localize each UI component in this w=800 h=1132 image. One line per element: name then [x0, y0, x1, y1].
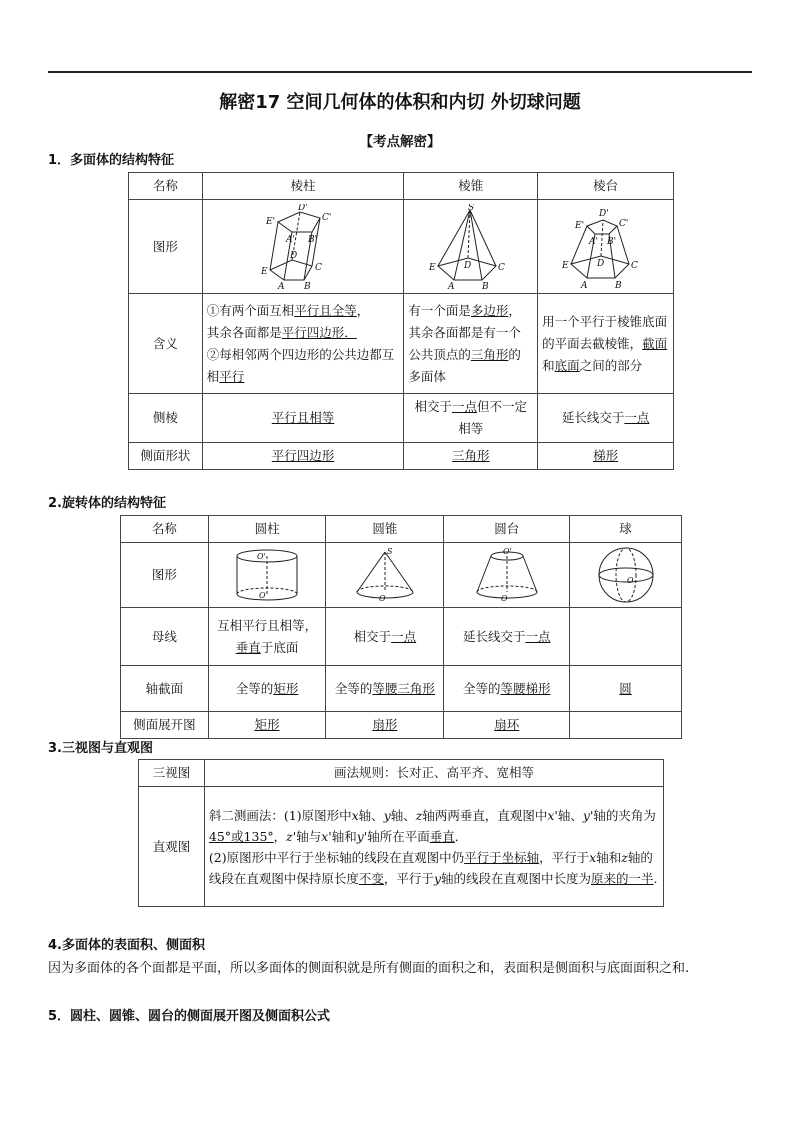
- svg-text:A: A: [447, 281, 455, 290]
- frustum-generatrix: 延长线交于一点: [444, 608, 570, 666]
- row-edge-label: 侧棱: [129, 394, 203, 443]
- svg-text:B': B': [606, 236, 616, 247]
- polyhedron-table: [128, 172, 674, 470]
- svg-text:B': B': [308, 234, 318, 245]
- svg-text:O: O: [626, 576, 634, 585]
- svg-text:S: S: [467, 203, 474, 213]
- svg-text:O': O': [257, 552, 266, 561]
- row-figure-label: 图形: [121, 543, 209, 608]
- row-unfold-label: 侧面展开图: [121, 712, 209, 739]
- cylinder-figure: [208, 543, 326, 608]
- col-frustum: 棱台: [538, 173, 674, 200]
- top-rule: [48, 71, 752, 73]
- prism-figure: [202, 200, 404, 294]
- svg-text:B: B: [304, 281, 311, 290]
- col-cylinder: 圆柱: [208, 516, 326, 543]
- col-name: 名称: [121, 516, 209, 543]
- svg-text:D: D: [596, 258, 604, 269]
- cylinder-generatrix: 互相平行且相等，垂直于底面: [208, 608, 326, 666]
- intuitive-label: 直观图: [139, 787, 205, 907]
- svg-text:E: E: [261, 266, 268, 277]
- cone-unfold: 扇形: [326, 712, 444, 739]
- svg-text:O: O: [259, 591, 266, 600]
- svg-text:E: E: [428, 262, 436, 273]
- svg-text:C: C: [315, 262, 322, 273]
- section-4-text: 因为多面体的各个面都是平面，所以多面体的侧面积就是所有侧面的面积之和，表面积是侧面积与底面面积之和.: [48, 961, 690, 976]
- row-generatrix-label: 母线: [121, 608, 209, 666]
- cylinder-unfold: 矩形: [208, 712, 326, 739]
- cylinder-axis: 全等的矩形: [208, 666, 326, 712]
- svg-text:C: C: [630, 260, 638, 271]
- svg-text:O: O: [378, 594, 386, 603]
- svg-text:C': C': [618, 218, 628, 229]
- section-4-heading: 4.多面体的表面积、侧面积: [48, 938, 205, 953]
- svg-text:E': E': [266, 216, 276, 227]
- svg-text:B: B: [614, 280, 622, 290]
- svg-text:A': A': [286, 234, 296, 245]
- frustum-figure: [444, 543, 570, 608]
- page-title: 解密17 空间几何体的体积和内切 外切球问题: [219, 92, 581, 113]
- pyramid-face: 三角形: [404, 443, 538, 470]
- intuitive-rules: 斜二测画法：(1)原图形中x轴、y轴、z轴两两垂直，直观图中x'轴、y'轴的夹角为45°或135°，z'轴与x'轴和y'轴所在平面垂直． (2)原图形中平行于坐标轴的线段在直观图中仍平行于坐标轴，平行于x轴和z轴的线段在直观图中保持原长度不变，平行于y轴的线段在直观图中长度为原来的一半.: [204, 787, 663, 907]
- views-label: 三视图: [139, 760, 205, 787]
- views-table: [138, 759, 664, 907]
- svg-text:A': A': [588, 236, 598, 247]
- sphere-unfold: [570, 712, 682, 739]
- svg-text:B: B: [481, 281, 489, 290]
- svg-text:A: A: [278, 281, 285, 290]
- section-subhead: 【考点解密】: [359, 134, 441, 150]
- row-face-label: 侧面形状: [129, 443, 203, 470]
- section-3-heading: 3.三视图与直观图: [48, 741, 153, 756]
- svg-text:D: D: [290, 250, 298, 261]
- frustum-face: 梯形: [538, 443, 674, 470]
- svg-text:C: C: [497, 262, 505, 273]
- revolution-table: [120, 515, 682, 739]
- frustum-axis: 全等的等腰梯形: [444, 666, 570, 712]
- svg-text:D': D': [598, 208, 609, 219]
- col-name: 名称: [129, 173, 203, 200]
- col-prism: 棱柱: [202, 173, 404, 200]
- frustum-edge: 延长线交于一点: [538, 394, 674, 443]
- sphere-figure: [570, 543, 682, 608]
- row-axis-label: 轴截面: [121, 666, 209, 712]
- row-definition-label: 含义: [129, 294, 203, 394]
- frustum-unfold: 扇环: [444, 712, 570, 739]
- row-figure-label: 图形: [129, 200, 203, 294]
- pyramid-figure: [404, 200, 538, 294]
- svg-text:O: O: [500, 594, 508, 603]
- prism-definition: ①有两个面互相平行且全等， 其余各面都是平行四边形． ②每相邻两个四边形的公共边都互相平行: [202, 294, 404, 394]
- views-rule: 画法规则：长对正、高平齐、宽相等: [204, 760, 663, 787]
- col-pyramid: 棱锥: [404, 173, 538, 200]
- prism-face: 平行四边形: [202, 443, 404, 470]
- frustum-figure: [538, 200, 674, 294]
- cone-generatrix: 相交于一点: [326, 608, 444, 666]
- pyramid-definition: 有一个面是多边形，其余各面都是有一个公共顶点的三角形的多面体: [404, 294, 538, 394]
- section-2-heading: 2.旋转体的结构特征: [48, 496, 166, 511]
- svg-text:D: D: [463, 260, 471, 271]
- col-cone: 圆锥: [326, 516, 444, 543]
- svg-text:S: S: [386, 547, 393, 556]
- svg-text:D': D': [298, 203, 308, 213]
- col-sphere: 球: [570, 516, 682, 543]
- prism-edge: 平行且相等: [202, 394, 404, 443]
- svg-text:C': C': [322, 212, 332, 223]
- section-5-heading: 5．圆柱、圆锥、圆台的侧面展开图及侧面积公式: [48, 1009, 331, 1024]
- cone-axis: 全等的等腰三角形: [326, 666, 444, 712]
- svg-text:A: A: [580, 280, 588, 290]
- sphere-axis: 圆: [570, 666, 682, 712]
- svg-text:E: E: [561, 260, 569, 271]
- section-1-heading: 1．多面体的结构特征: [48, 153, 175, 168]
- frustum-definition: 用一个平行于棱锥底面的平面去截棱锥，截面和底面之间的部分: [538, 294, 674, 394]
- pyramid-edge: 相交于一点但不一定相等: [404, 394, 538, 443]
- svg-text:O': O': [502, 547, 512, 556]
- sphere-generatrix: [570, 608, 682, 666]
- cone-figure: [326, 543, 444, 608]
- col-frustum: 圆台: [444, 516, 570, 543]
- svg-text:E': E': [574, 220, 584, 231]
